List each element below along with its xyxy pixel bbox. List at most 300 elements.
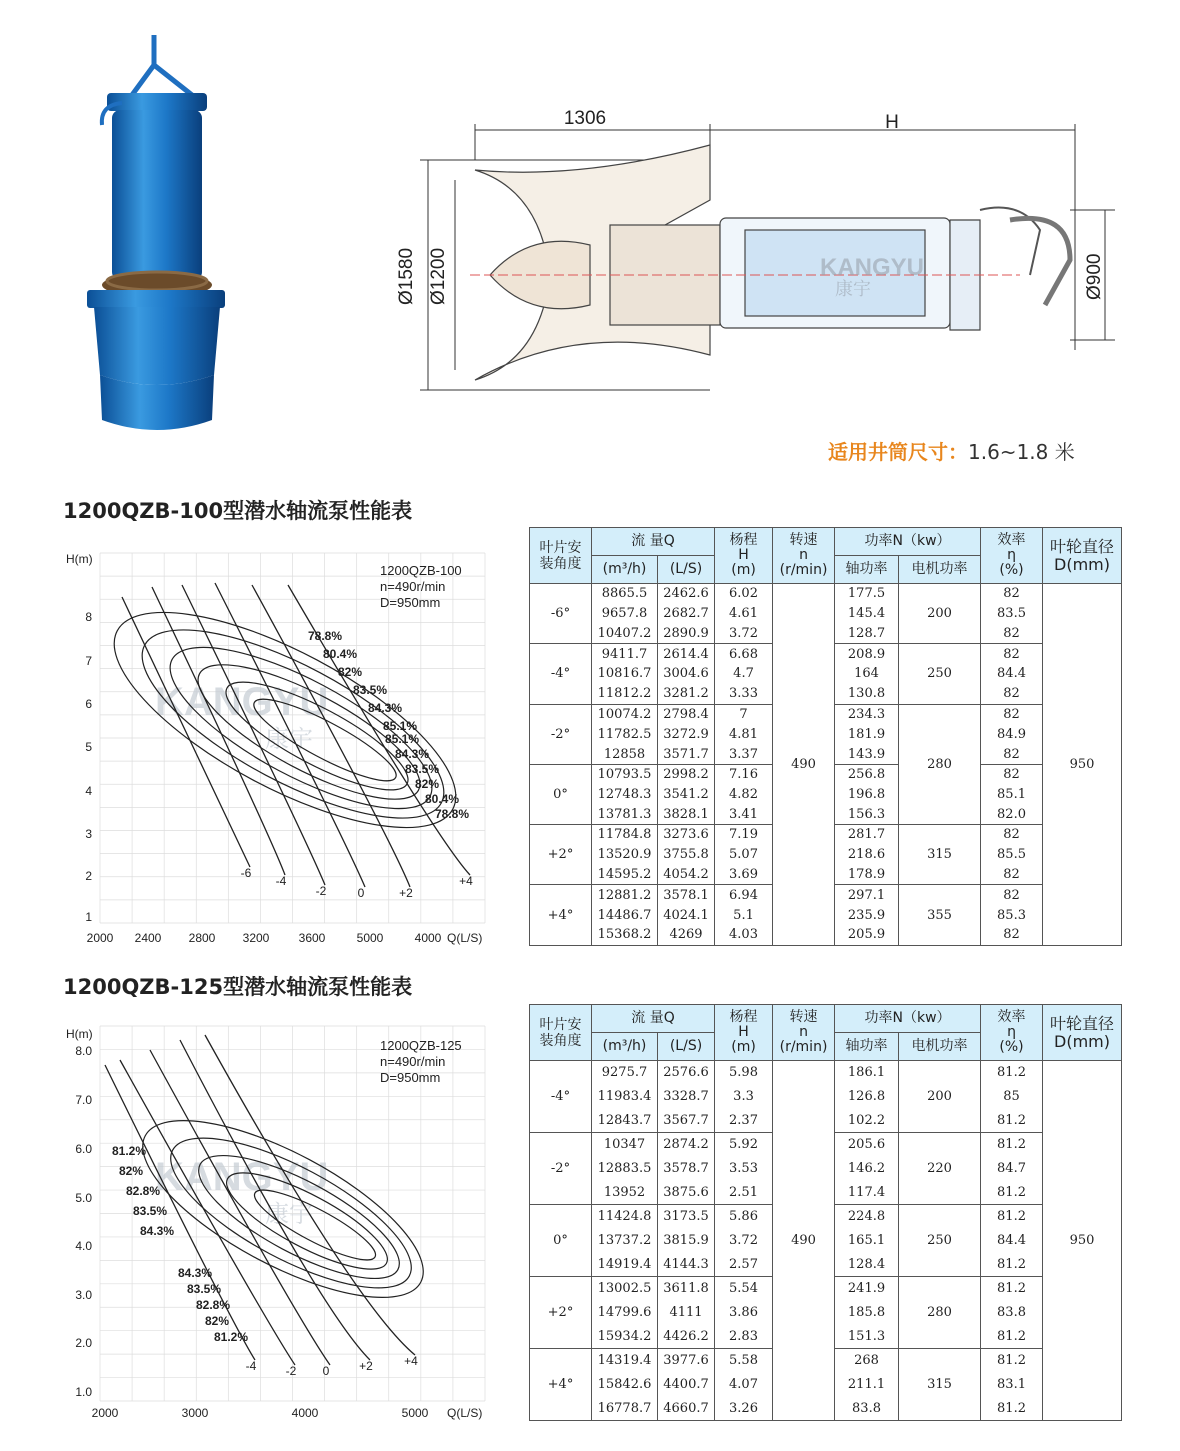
efficiency-cell: 82 [981,704,1043,724]
dim-d1200-label: Ø1200 [428,247,449,305]
y-tick-label: 5 [85,740,92,754]
flow-m3h-cell: 14799.6 [592,1301,658,1325]
head-cell: 3.72 [715,1229,773,1253]
head-cell: 3.53 [715,1157,773,1181]
flow-m3h-cell: 11424.8 [592,1205,658,1229]
efficiency-label: 81.2% [214,1330,249,1344]
head-cell: 3.26 [715,1397,773,1421]
flow-ls-cell: 4144.3 [658,1253,715,1277]
efficiency-cell: 84.9 [981,724,1043,744]
header-head-symbol: H [738,547,749,563]
x-tick-label: 2800 [188,931,216,945]
blade-angle-label: +2 [359,1359,373,1373]
efficiency-label: 82% [338,665,363,679]
header-speed-symbol: n [799,547,808,563]
flow-ls-cell: 3611.8 [658,1277,715,1301]
efficiency-label: 78.8% [435,807,470,821]
dim-d1580-label: Ø1580 [396,247,417,305]
efficiency-cell: 81.2 [981,1253,1043,1277]
header-speed-unit: (r/min) [779,1039,828,1055]
flow-m3h-cell: 8865.5 [592,584,658,604]
flow-m3h-cell: 15934.2 [592,1325,658,1349]
header-speed-label: 转速 [789,1009,818,1025]
blade-angle-cell: -6° [530,584,592,644]
shaft-power-cell: 83.8 [835,1397,899,1421]
header-efficiency-unit: (%) [999,1039,1024,1055]
efficiency-label: 84.3% [140,1224,175,1238]
head-cell: 2.37 [715,1109,773,1133]
blade-angle-label: -2 [285,1364,297,1378]
efficiency-cell: 81.2 [981,1277,1043,1301]
blade-angle-cell: +2° [530,1277,592,1349]
head-cell: 2.57 [715,1253,773,1277]
x-axis-label: Q(L/S) [447,931,483,945]
flow-ls-cell: 2890.9 [658,624,715,644]
efficiency-label: 83.5% [133,1204,168,1218]
head-cell: 6.94 [715,885,773,905]
chart-legend-line: 1200QZB-125 [380,1038,462,1053]
flow-ls-cell: 3273.6 [658,825,715,845]
flow-m3h-cell: 15842.6 [592,1373,658,1397]
watermark-cn: 康宇 [265,725,313,753]
efficiency-cell: 82 [981,764,1043,784]
shaft-power-cell: 297.1 [835,885,899,905]
y-tick-label: 7 [85,654,92,668]
flow-ls-cell: 2998.2 [658,764,715,784]
flow-m3h-cell: 10407.2 [592,624,658,644]
shaft-power-cell: 241.9 [835,1277,899,1301]
blade-angle-label: -2 [315,884,327,898]
blade-angle-label: -4 [245,1359,257,1373]
efficiency-label: 83.5% [353,683,388,697]
flow-m3h-cell: 13781.3 [592,805,658,825]
header-shaft-power: 轴功率 [835,556,899,584]
flow-ls-cell: 3328.7 [658,1085,715,1109]
head-cell: 3.3 [715,1085,773,1109]
efficiency-cell: 83.8 [981,1301,1043,1325]
header-head-unit: (m) [731,1039,756,1055]
shaft-power-cell: 196.8 [835,784,899,804]
head-cell: 4.7 [715,664,773,684]
flow-ls-cell: 2798.4 [658,704,715,724]
motor-power-cell: 355 [899,885,981,945]
head-cell: 2.83 [715,1325,773,1349]
flow-ls-cell: 3173.5 [658,1205,715,1229]
header-motor-power: 电机功率 [899,556,981,584]
flow-m3h-cell: 11983.4 [592,1085,658,1109]
x-tick-label: 4000 [291,1406,319,1420]
head-cell: 5.58 [715,1349,773,1373]
motor-power-cell: 200 [899,584,981,644]
head-cell: 4.81 [715,724,773,744]
efficiency-label: 84.3% [178,1266,213,1280]
header-flow-ls: (L/S) [658,556,715,584]
blade-angle-label: +4 [459,874,473,888]
y-tick-label: 6.0 [75,1142,92,1156]
flow-m3h-cell: 10816.7 [592,664,658,684]
flow-m3h-cell: 10074.2 [592,704,658,724]
flow-m3h-cell: 13737.2 [592,1229,658,1253]
watermark-cn: 康宇 [265,1200,313,1228]
y-axis-label: H(m) [66,1027,93,1041]
blade-angle-cell: +4° [530,885,592,945]
efficiency-cell: 82 [981,644,1043,664]
efficiency-label: 82.8% [196,1298,231,1312]
flow-m3h-cell: 10793.5 [592,764,658,784]
shaft-power-cell: 151.3 [835,1325,899,1349]
flow-ls-cell: 3541.2 [658,784,715,804]
flow-m3h-cell: 12843.7 [592,1109,658,1133]
motor-power-cell: 315 [899,825,981,885]
blade-angle-label: 0 [357,886,365,900]
header-efficiency [981,1005,1043,1061]
shaft-power-cell: 205.6 [835,1133,899,1157]
dim-h-label: H [885,112,899,133]
header-impeller-diameter: 叶轮直径D(mm) [1043,528,1122,584]
table-row [530,1061,1122,1085]
efficiency-cell: 82 [981,825,1043,845]
efficiency-label: 84.3% [395,747,430,761]
flow-ls-cell: 3828.1 [658,805,715,825]
flow-ls-cell: 4400.7 [658,1373,715,1397]
blade-angle-label: 0 [322,1364,330,1378]
flow-m3h-cell: 15368.2 [592,925,658,945]
motor-power-cell: 220 [899,1133,981,1205]
efficiency-cell: 81.2 [981,1349,1043,1373]
y-tick-label: 2.0 [75,1336,92,1350]
blade-angle-cell: 0° [530,764,592,824]
efficiency-label: 82% [415,777,440,791]
efficiency-label: 80.4% [323,647,358,661]
watermark-text: KANGYU [155,1155,329,1199]
flow-m3h-cell: 14486.7 [592,905,658,925]
head-cell: 7.19 [715,825,773,845]
head-cell: 4.07 [715,1373,773,1397]
shaft-power-cell: 224.8 [835,1205,899,1229]
header-head [715,1005,773,1061]
speed-cell: 490 [773,1061,835,1421]
header-efficiency-label: 效率 [997,1009,1026,1025]
shaft-power-cell: 146.2 [835,1157,899,1181]
shaft-power-cell: 117.4 [835,1181,899,1205]
header-shaft-power: 轴功率 [835,1033,899,1061]
shaft-power-cell: 186.1 [835,1061,899,1085]
head-cell: 5.92 [715,1133,773,1157]
shaft-power-cell: 268 [835,1349,899,1373]
motor-power-cell: 250 [899,1205,981,1277]
performance-table-100 [529,527,1122,946]
header-efficiency-unit: (%) [999,562,1024,578]
chart-legend-line: n=490r/min [380,1054,446,1069]
blade-angle-label: -4 [275,874,287,888]
efficiency-cell: 82.0 [981,805,1043,825]
header-head-unit: (m) [731,562,756,578]
shaft-power-cell: 128.4 [835,1253,899,1277]
efficiency-cell: 85.1 [981,784,1043,804]
flow-m3h-cell: 16778.7 [592,1397,658,1421]
y-tick-label: 8 [85,610,92,624]
y-tick-label: 3.0 [75,1288,92,1302]
pump-photo [82,35,232,435]
efficiency-cell: 85.3 [981,905,1043,925]
y-tick-label: 6 [85,697,92,711]
performance-table-125 [529,1004,1122,1421]
head-cell: 6.68 [715,644,773,664]
flow-m3h-cell: 12881.2 [592,885,658,905]
header-power: 功率N（kw） [835,528,981,556]
shaft-power-cell: 178.9 [835,865,899,885]
efficiency-cell: 82 [981,885,1043,905]
flow-m3h-cell: 14595.2 [592,865,658,885]
flow-ls-cell: 3977.6 [658,1349,715,1373]
header-speed [773,1005,835,1061]
flow-ls-cell: 2874.2 [658,1133,715,1157]
header-efficiency-label: 效率 [997,532,1026,548]
watermark-text: KANGYU [820,254,925,281]
x-tick-label: 2000 [86,931,114,945]
flow-ls-cell: 4426.2 [658,1325,715,1349]
head-cell: 2.51 [715,1181,773,1205]
motor-power-cell: 315 [899,1349,981,1421]
y-tick-label: 2 [85,869,92,883]
flow-ls-cell: 3567.7 [658,1109,715,1133]
head-cell: 7 [715,704,773,724]
watermark-cn: 康宇 [835,279,871,300]
dim-d900-label: Ø900 [1084,253,1105,300]
watermark-text: KANGYU [155,680,329,724]
efficiency-cell: 83.1 [981,1373,1043,1397]
shaft-power-cell: 143.9 [835,744,899,764]
y-tick-label: 7.0 [75,1093,92,1107]
efficiency-cell: 81.2 [981,1061,1043,1085]
flow-ls-cell: 3578.1 [658,885,715,905]
header-head [715,528,773,584]
chart-legend-line: 1200QZB-100 [380,563,462,578]
efficiency-cell: 81.2 [981,1397,1043,1421]
head-cell: 3.69 [715,865,773,885]
y-tick-label: 4 [85,784,92,798]
head-cell: 4.61 [715,604,773,624]
y-tick-label: 5.0 [75,1191,92,1205]
head-cell: 7.16 [715,764,773,784]
motor-power-cell: 280 [899,1277,981,1349]
x-tick-label: 4000 [414,931,442,945]
x-tick-label: 5000 [401,1406,429,1420]
efficiency-cell: 82 [981,865,1043,885]
shaft-power-cell: 234.3 [835,704,899,724]
shaft-power-cell: 156.3 [835,805,899,825]
flow-m3h-cell: 12748.3 [592,784,658,804]
flow-ls-cell: 3004.6 [658,664,715,684]
head-cell: 5.54 [715,1277,773,1301]
head-cell: 3.41 [715,805,773,825]
header-flow: 流 量Q [592,1005,715,1033]
flow-ls-cell: 4024.1 [658,905,715,925]
y-axis-label: H(m) [66,552,93,566]
efficiency-cell: 81.2 [981,1325,1043,1349]
shaft-power-cell: 102.2 [835,1109,899,1133]
flow-ls-cell: 3578.7 [658,1157,715,1181]
header-impeller-diameter: 叶轮直径D(mm) [1043,1005,1122,1061]
flow-ls-cell: 2576.6 [658,1061,715,1085]
blade-angle-cell: -2° [530,1133,592,1205]
x-tick-label: 5000 [356,931,384,945]
efficiency-cell: 84.7 [981,1157,1043,1181]
shaft-power-cell: 145.4 [835,604,899,624]
flow-m3h-cell: 11784.8 [592,825,658,845]
flow-ls-cell: 2614.4 [658,644,715,664]
chart-legend-line: n=490r/min [380,579,446,594]
header-head-symbol: H [738,1024,749,1040]
y-tick-label: 3 [85,827,92,841]
motor-power-cell: 250 [899,644,981,704]
flow-ls-cell: 3281.2 [658,684,715,704]
efficiency-cell: 84.4 [981,664,1043,684]
flow-m3h-cell: 13002.5 [592,1277,658,1301]
header-speed-unit: (r/min) [779,562,828,578]
blade-angle-cell: +4° [530,1349,592,1421]
header-flow: 流 量Q [592,528,715,556]
flow-ls-cell: 2462.6 [658,584,715,604]
header-flow-m3h: (m³/h) [592,556,658,584]
well-size-note [828,436,1075,465]
blade-angle-curve [105,1065,255,1360]
blade-angle-cell: 0° [530,1205,592,1277]
x-tick-label: 3600 [298,931,326,945]
motor-power-cell: 200 [899,1061,981,1133]
shaft-power-cell: 256.8 [835,764,899,784]
x-tick-label: 3200 [242,931,270,945]
blade-angle-label: +2 [399,886,413,900]
shaft-power-cell: 165.1 [835,1229,899,1253]
header-head-label: 杨程 [729,532,758,548]
dim-length-label: 1306 [563,108,607,129]
head-cell: 3.33 [715,684,773,704]
efficiency-cell: 81.2 [981,1133,1043,1157]
pump-dimension-drawing [380,100,1120,410]
blade-angle-cell: +2° [530,825,592,885]
shaft-power-cell: 205.9 [835,925,899,945]
flow-ls-cell: 3815.9 [658,1229,715,1253]
flow-m3h-cell: 14919.4 [592,1253,658,1277]
blade-angle-curve [122,597,250,867]
flow-m3h-cell: 14319.4 [592,1349,658,1373]
shaft-power-cell: 185.8 [835,1301,899,1325]
shaft-power-cell: 128.7 [835,624,899,644]
efficiency-cell: 81.2 [981,1109,1043,1133]
blade-angle-cell: -4° [530,1061,592,1133]
flow-m3h-cell: 10347 [592,1133,658,1157]
efficiency-label: 85.1% [383,719,418,733]
motor-power-cell: 280 [899,704,981,825]
flow-m3h-cell: 9275.7 [592,1061,658,1085]
y-tick-label: 1 [85,910,92,924]
efficiency-cell: 85.5 [981,845,1043,865]
performance-chart-125 [60,1020,500,1425]
head-cell: 5.1 [715,905,773,925]
efficiency-cell: 82 [981,744,1043,764]
header-motor-power: 电机功率 [899,1033,981,1061]
efficiency-label: 82% [119,1164,144,1178]
flow-ls-cell: 4054.2 [658,865,715,885]
well-size-label: 适用井筒尺寸： [828,440,968,464]
flow-m3h-cell: 13952 [592,1181,658,1205]
flow-ls-cell: 4660.7 [658,1397,715,1421]
efficiency-label: 82% [205,1314,230,1328]
efficiency-cell: 84.4 [981,1229,1043,1253]
head-cell: 3.72 [715,624,773,644]
table-row [530,584,1122,604]
flow-m3h-cell: 9657.8 [592,604,658,624]
blade-angle-cell: -4° [530,644,592,704]
efficiency-label: 81.2% [112,1144,147,1158]
flow-ls-cell: 3571.7 [658,744,715,764]
flow-ls-cell: 3272.9 [658,724,715,744]
efficiency-label: 83.5% [187,1282,222,1296]
shaft-power-cell: 218.6 [835,845,899,865]
flow-ls-cell: 3755.8 [658,845,715,865]
shaft-power-cell: 177.5 [835,584,899,604]
flow-ls-cell: 3875.6 [658,1181,715,1205]
flow-m3h-cell: 12858 [592,744,658,764]
header-head-label: 杨程 [729,1009,758,1025]
efficiency-cell: 81.2 [981,1181,1043,1205]
header-efficiency [981,528,1043,584]
x-axis-label: Q(L/S) [447,1406,483,1420]
shaft-power-cell: 211.1 [835,1373,899,1397]
blade-angle-label: +4 [404,1354,418,1368]
y-tick-label: 4.0 [75,1239,92,1253]
efficiency-cell: 85 [981,1085,1043,1109]
header-speed [773,528,835,584]
flow-m3h-cell: 11782.5 [592,724,658,744]
performance-chart-100 [60,545,500,950]
header-power: 功率N（kw） [835,1005,981,1033]
head-cell: 5.07 [715,845,773,865]
head-cell: 4.03 [715,925,773,945]
flow-m3h-cell: 11812.2 [592,684,658,704]
efficiency-label: 84.3% [368,701,403,715]
header-efficiency-symbol: η [1007,547,1016,563]
head-cell: 6.02 [715,584,773,604]
flow-ls-cell: 4269 [658,925,715,945]
header-speed-symbol: n [799,1024,808,1040]
efficiency-cell: 82 [981,624,1043,644]
efficiency-cell: 82 [981,584,1043,604]
x-tick-label: 2400 [134,931,162,945]
header-flow-m3h: (m³/h) [592,1033,658,1061]
impeller-diameter-cell: 950 [1043,1061,1122,1421]
flow-m3h-cell: 12883.5 [592,1157,658,1181]
chart-legend-line: D=950mm [380,595,441,610]
efficiency-label: 83.5% [405,762,440,776]
flow-m3h-cell: 9411.7 [592,644,658,664]
head-cell: 5.98 [715,1061,773,1085]
header-blade-angle: 叶片安装角度 [530,1005,592,1061]
efficiency-label: 80.4% [425,792,460,806]
speed-cell: 490 [773,584,835,946]
blade-angle-cell: -2° [530,704,592,764]
y-tick-label: 8.0 [75,1044,92,1058]
shaft-power-cell: 281.7 [835,825,899,845]
shaft-power-cell: 208.9 [835,644,899,664]
shaft-power-cell: 126.8 [835,1085,899,1109]
section-title-100: 1200QZB-100型潜水轴流泵性能表 [63,499,413,523]
efficiency-label: 82.8% [126,1184,161,1198]
header-flow-ls: (L/S) [658,1033,715,1061]
efficiency-cell: 82 [981,684,1043,704]
shaft-power-cell: 130.8 [835,684,899,704]
